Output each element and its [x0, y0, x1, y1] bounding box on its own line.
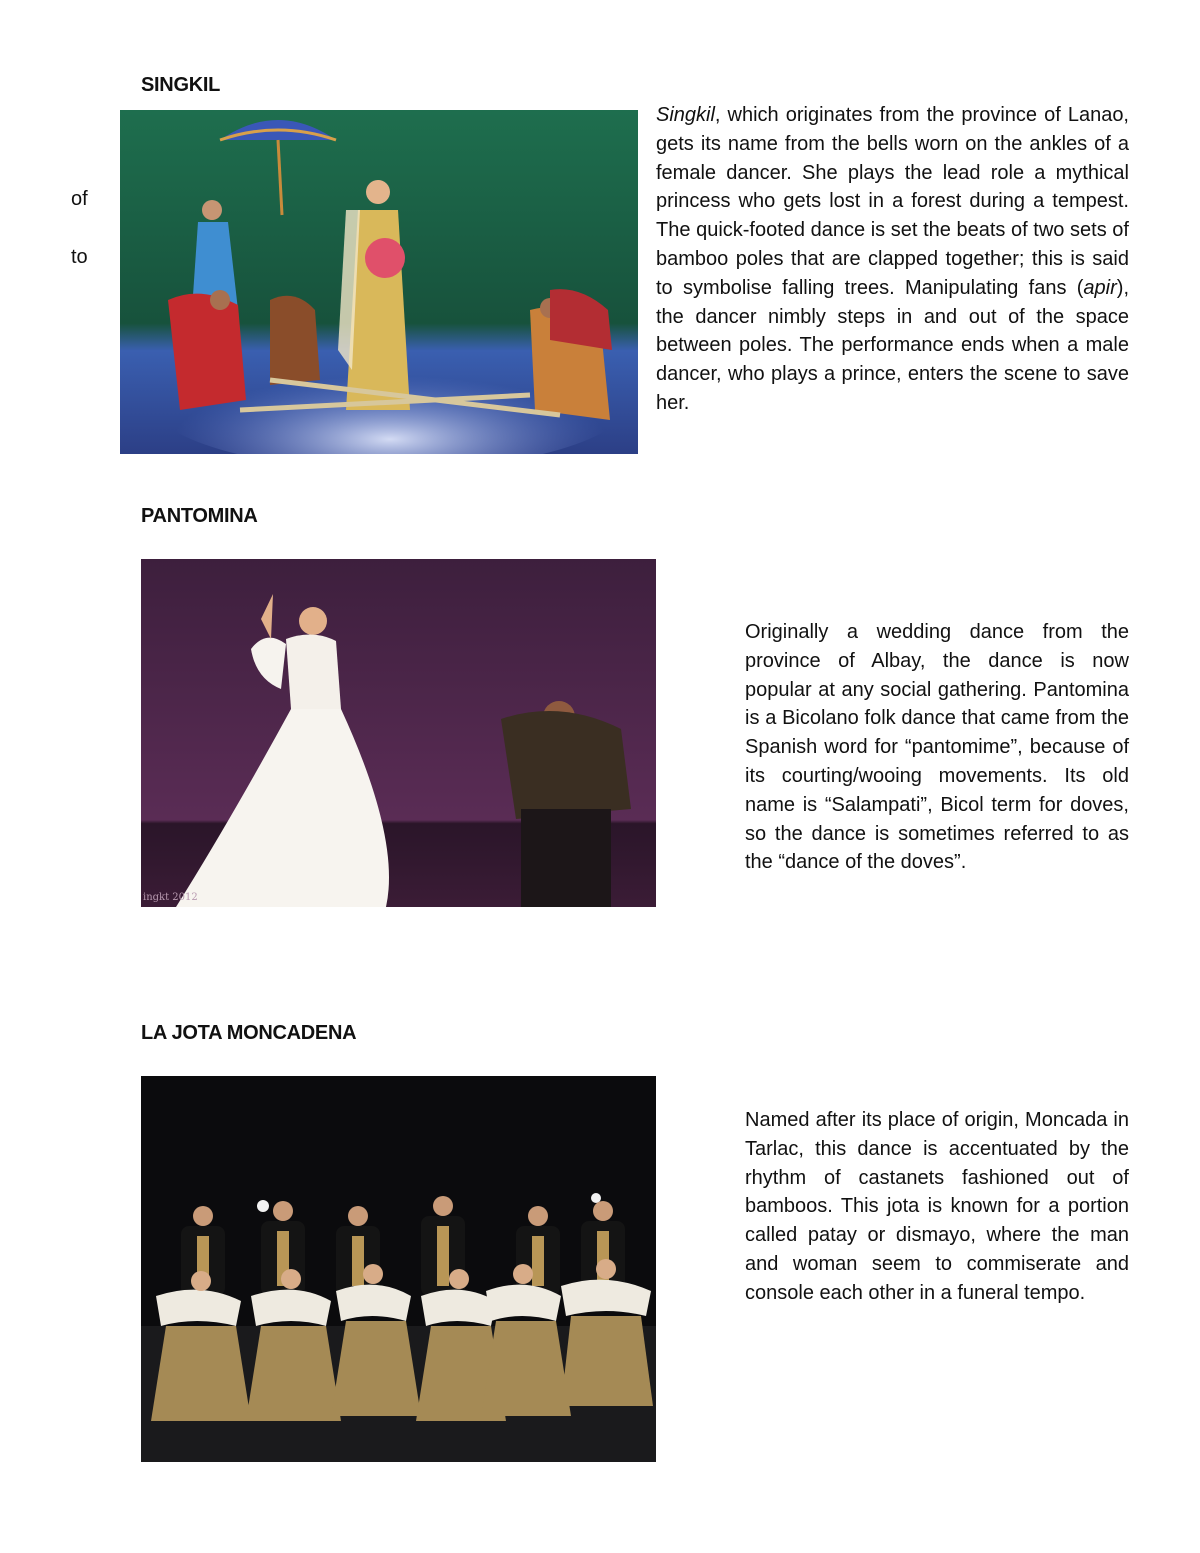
singkil-desc-part2: ), the dancer nimbly steps in and out of the space between poles. The performance ends when a male dancer, who plays a prince, enters the scene to save her.	[656, 276, 1129, 414]
jota-heading: LA JOTA MONCADENA	[141, 1022, 357, 1044]
singkil-desc-part1: , which originates from the province of Lanao, gets its name from the bells worn on the ankles of a female dancer. She plays the lead role a mythical princess who gets lost in a forest during a tempest. The quick-footed dance is set the beats of two sets of bamboo poles that are clapped together; this is said to symbolise falling trees. Manipulating fans (	[656, 104, 1129, 299]
pantomina-heading: PANTOMINA	[141, 505, 258, 527]
singkil-description	[656, 101, 1129, 418]
singkil-heading: SINGKIL	[141, 74, 221, 96]
pantomina-watermark: ingkt 2012	[143, 892, 198, 903]
pantomina-description: Originally a wedding dance from the province of Albay, the dance is now popular at any social gathering. Pantomina is a Bicolano folk dance that came from the Spanish word for “pantomime”, because of its courting/wooing movements. Its old name is “Salampati”, Bicol term for doves, so the dance is sometimes referred to as the “dance of the doves”.	[745, 621, 1129, 874]
singkil-name: Singkil	[656, 104, 715, 126]
jota-photo-art	[141, 1076, 656, 1462]
apir-term: apir	[1083, 276, 1117, 299]
singkil-photo-art	[120, 110, 638, 454]
pantomina-photo-art	[141, 559, 656, 907]
jota-description: Named after its place of origin, Moncada in Tarlac, this dance is accentuated by the rhythm of castanets fashioned out of bamboos. This jota is known for a portion called patay or dismayo, where the man and woman seem to commiserate and console each other in a funeral tempo.	[745, 1109, 1129, 1304]
margin-word-to: to	[71, 246, 88, 268]
jota-photo	[141, 1076, 656, 1462]
margin-word-of: of	[71, 188, 88, 210]
singkil-photo	[120, 110, 638, 454]
pantomina-photo	[141, 559, 656, 907]
